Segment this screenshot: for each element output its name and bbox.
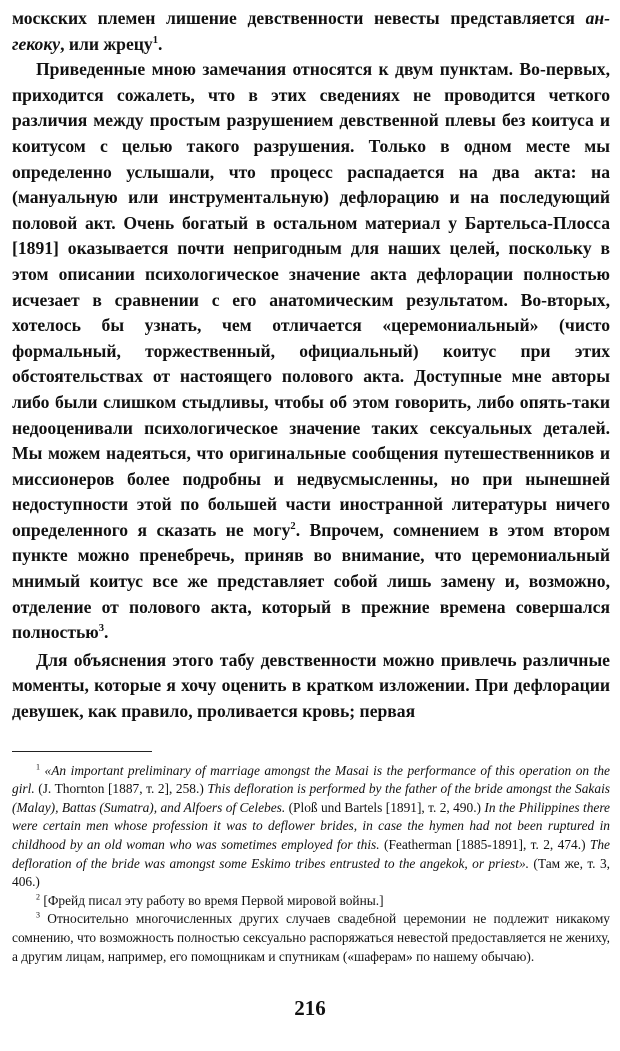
- paragraph-2: Приведенные мною замечания относятся к двум пунктам. Во-первых, приходится сожалеть, что в этих сведениях не проводится четкого различия между простым разрушением девственной плевы без коитуса и коитусом с целью такого разрушения. Только в одном месте мы определенно услышали, что процесс распадается на два акта: на (мануальную или инструментальную) дефлорацию и на последующий половой акт. Очень богатый в остальном материал у Бартельса-Плосса [1891] оказывается почти непригодным для наших целей, поскольку в этом описании психологическое значение акта дефлорации полностью исчезает в сравнении с его анатомическим результатом. Во-вторых, хотелось бы узнать, чем отличается «церемониальный» (чисто формальный, торжественный, официальный) коитус при этих обстоятельствах от настоящего полового акта. Доступные мне авторы либо были слишком стыдливы, чтобы об этом говорить, либо опять-таки недооценивали психологическое значение таких сексуальных деталей. Мы можем надеяться, что оригинальные сообщения путешественников и миссионеров более подробны и недвусмысленны, но при нынешней недоступности этой по большей части иностранной литературы ничего определенного я сказать не могу$^2$. Впрочем, сомнением в этом втором пункте можно пренебречь, приняв во внимание, что церемониальный мнимый коитус все же представляет собой лишь замену и, возможно, отделение от полового акта, который в прежние времена совершался полностью$^3$.: [12, 59, 610, 643]
- footnote-marker-3: 3: [36, 910, 41, 920]
- footnote-divider: [12, 751, 152, 752]
- page-number: 216: [294, 996, 326, 1020]
- footnote-marker-2: 2: [36, 892, 41, 902]
- footnote-3: $^3$ Относительно многочисленных других случаев свадебной церемонии не подлежит никакому сомнению, что возможность полностью сексуально распоряжаться невестой предоставляется не жениху, а другим лицам, например, его помощникам и спутникам («шаферам» по нашему обычаю).: [12, 910, 610, 964]
- footnote-ref-3: 3: [98, 623, 104, 635]
- emphasis-angekok: ангекоку: [12, 8, 610, 54]
- footnote-1: $^1$ «An important preliminary of marriage amongst the Masai is the performance of this operation on the girl. (J. Thornton [1887, т. 2], 258.) This defloration is performed by the father of the bride amongst the Sakais (Malay), Battas (Sumatra), and Alfoers of Celebes. (Ploß und Bartels [1891], т. 2, 490.) In the Philippines there were certain men whose profession it was to deflower brides, in case the hymen had not been ruptured in childhood by an old woman who was sometimes employed for this. (Featherman [1885-1891], т. 2, 474.) The defloration of the bride was amongst some Eskimo tribes entrusted to the angekok, or priest». (Там же, т. 3, 406.): [12, 762, 610, 890]
- footnote-ref-2: 2: [290, 521, 296, 533]
- footnote-ref-1: 1: [152, 34, 158, 46]
- footnote-2: $^2$ [Фрейд писал эту работу во время Первой мировой войны.]: [36, 892, 384, 908]
- footnotes: [12, 762, 610, 967]
- paragraph-3: Для объяснения этого табу девственности можно привлечь различные моменты, которые я хочу оценить в кратком изложении. При дефлорации девушек, как правило, проливается кровь; первая: [12, 649, 610, 722]
- paragraph-1: москских племен лишение девственности невесты представляется ангекоку, или жрецу$^1$.: [12, 8, 610, 54]
- main-text: [12, 6, 610, 725]
- footnote-marker-1: 1: [36, 762, 41, 772]
